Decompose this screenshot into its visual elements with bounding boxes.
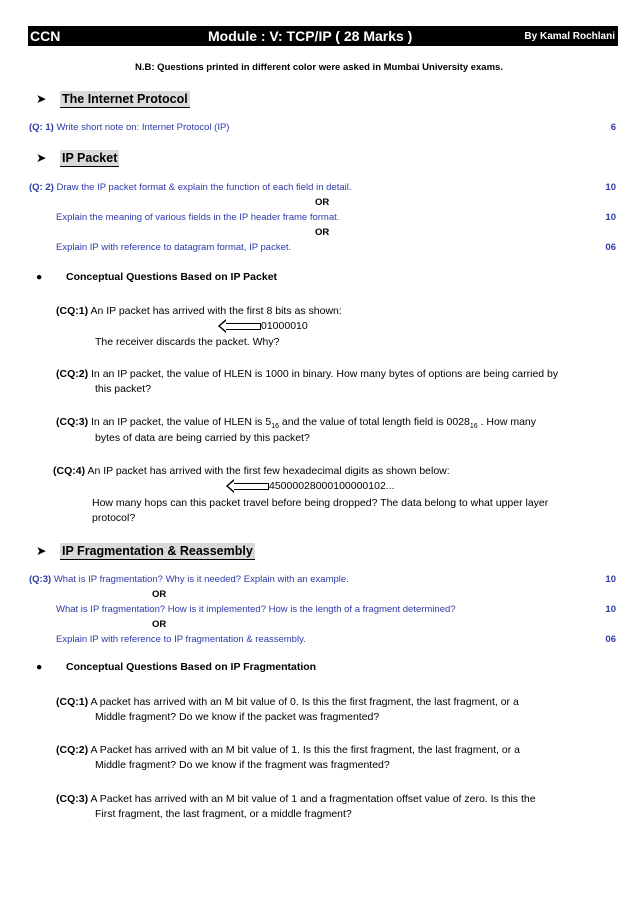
question-q3 — [29, 574, 349, 585]
page-header — [28, 26, 618, 46]
question-text: Draw the IP packet format & explain the function of each field in detail. — [56, 182, 352, 193]
or-label: OR — [315, 227, 330, 238]
left-arrow-icon — [233, 483, 269, 490]
arrow-right-icon: ➤ — [36, 544, 47, 558]
section-title: IP Packet — [62, 151, 118, 165]
cq-text: . How many — [477, 416, 537, 428]
cq-text: this packet? — [95, 383, 152, 395]
question-text: Write short note on: Internet Protocol (IP) — [56, 122, 230, 133]
question-q2 — [29, 182, 351, 193]
header-course: CCN — [30, 28, 61, 44]
arrow-right-icon: ➤ — [36, 151, 47, 165]
cq-label: (CQ:2) — [56, 368, 89, 380]
cq-text: The receiver discards the packet. Why? — [95, 336, 280, 348]
cq-subscript: 16 — [469, 423, 478, 431]
or-label: OR — [152, 589, 167, 600]
cq-item — [56, 305, 342, 317]
bullet-dot-icon: ● — [36, 661, 43, 673]
cq-bits: 01000010 — [261, 320, 308, 332]
cq-text: Middle fragment? Do we know if the fragment was fragmented? — [95, 759, 390, 771]
cq-subscript: 16 — [271, 423, 279, 431]
cq-text: An IP packet has arrived with the first few hexadecimal digits as shown below: — [87, 465, 450, 477]
cq-label: (CQ:4) — [53, 465, 86, 477]
cq-text: protocol? — [92, 512, 136, 524]
cq-item — [56, 793, 536, 805]
cq-label: (CQ:1) — [56, 305, 89, 317]
cq-label: (CQ:3) — [56, 416, 89, 428]
section-ip-fragmentation — [36, 543, 255, 558]
conceptual-heading — [36, 271, 277, 283]
question-text: Explain the meaning of various fields in the IP header frame format. — [56, 212, 340, 223]
question-q1 — [29, 122, 229, 133]
or-label: OR — [152, 619, 167, 630]
cq-text: Middle fragment? Do we know if the packet was fragmented? — [95, 711, 380, 723]
question-marks: 06 — [605, 242, 616, 253]
cq-text: A Packet has arrived with an M bit value of 1 and a fragmentation offset value of zero. Is this the — [90, 793, 536, 805]
question-text: Explain IP with reference to IP fragmentation & reassembly. — [56, 634, 306, 645]
question-label: (Q: 2) — [29, 182, 54, 193]
bullet-dot-icon: ● — [36, 271, 43, 283]
exam-note: N.B: Questions printed in different color were asked in Mumbai University exams. — [135, 62, 503, 73]
cq-text: How many hops can this packet travel before being dropped? The data belong to what upper layer — [92, 497, 549, 509]
cq-text: In an IP packet, the value of HLEN is 1000 in binary. How many bytes of options are being carried by — [91, 368, 559, 380]
section-internet-protocol — [36, 91, 190, 106]
question-marks: 10 — [605, 604, 616, 615]
question-marks: 10 — [605, 182, 616, 193]
cq-label: (CQ:3) — [56, 793, 89, 805]
conceptual-title: Conceptual Questions Based on IP Fragmentation — [66, 661, 317, 673]
cq-text: bytes of data are being carried by this packet? — [95, 432, 310, 444]
question-label: (Q:3) — [29, 574, 52, 585]
question-marks: 6 — [610, 122, 616, 133]
question-marks: 06 — [605, 634, 616, 645]
section-ip-packet — [36, 150, 119, 165]
question-marks: 10 — [605, 212, 616, 223]
section-title: IP Fragmentation & Reassembly — [62, 544, 253, 558]
header-module: Module : V: TCP/IP ( 28 Marks ) — [208, 28, 413, 44]
question-text: Explain IP with reference to datagram format, IP packet. — [56, 242, 292, 253]
cq-text: A Packet has arrived with an M bit value of 1. Is this the first fragment, the last fragment, or a — [90, 744, 520, 756]
cq-label: (CQ:1) — [56, 696, 89, 708]
cq-item — [56, 368, 558, 380]
cq-text: An IP packet has arrived with the first 8 bits as shown: — [90, 305, 342, 317]
or-label: OR — [315, 197, 330, 208]
conceptual-title: Conceptual Questions Based on IP Packet — [66, 271, 278, 283]
arrow-right-icon: ➤ — [36, 92, 47, 106]
cq-hex: 45000028000100000102... — [269, 480, 395, 492]
cq-text: First fragment, the last fragment, or a middle fragment? — [95, 808, 352, 820]
cq-item — [53, 465, 450, 477]
cq-label: (CQ:2) — [56, 744, 89, 756]
cq-item — [56, 696, 519, 708]
cq-text: A packet has arrived with an M bit value of 0. Is this the first fragment, the last fragment, or a — [90, 696, 519, 708]
conceptual-heading — [36, 661, 316, 673]
section-title: The Internet Protocol — [62, 92, 188, 106]
cq-text: and the value of total length field is 0028 — [278, 416, 470, 428]
question-text: What is IP fragmentation? Why is it needed? Explain with an example. — [53, 574, 349, 585]
cq-item — [56, 416, 536, 430]
cq-item — [56, 744, 520, 756]
question-marks: 10 — [605, 574, 616, 585]
question-label: (Q: 1) — [29, 122, 54, 133]
question-text: What is IP fragmentation? How is it implemented? How is the length of a fragment determined? — [56, 604, 456, 615]
header-author: By Kamal Rochlani — [524, 31, 615, 42]
cq-text: In an IP packet, the value of HLEN is 5 — [91, 416, 272, 428]
left-arrow-icon — [225, 323, 261, 330]
